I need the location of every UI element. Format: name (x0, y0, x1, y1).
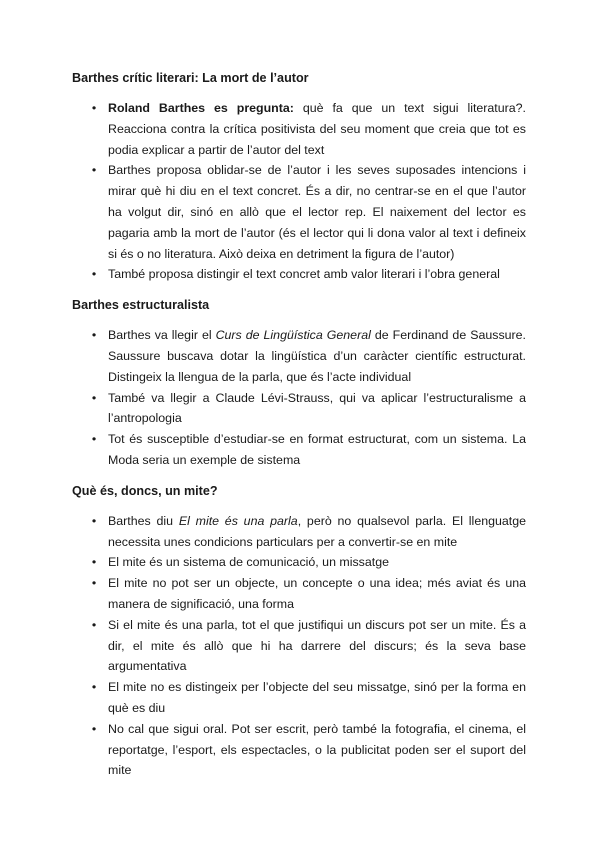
quote-italic: El mite és una parla (178, 513, 298, 528)
section-heading-what-is-myth: Què és, doncs, un mite? (72, 483, 218, 498)
list-item (72, 429, 526, 471)
bullet-icon: • (91, 267, 97, 282)
list-item (72, 573, 526, 615)
list-item (72, 98, 526, 160)
bullet-icon: • (91, 432, 97, 447)
list-item-text-pre: Barthes diu (108, 513, 179, 528)
list-item-text-pre: Barthes va llegir el (108, 328, 216, 343)
bullet-icon: • (91, 617, 97, 632)
list-item (72, 325, 526, 387)
list-item (72, 552, 526, 573)
section-heading-death-of-author: Barthes crític literari: La mort de l’autor (72, 71, 309, 85)
bullet-icon: • (91, 163, 97, 178)
bullet-icon: • (91, 680, 97, 695)
list-item (72, 511, 526, 553)
list-item-text: Si el mite és una parla, tot el que justifiqui un discurs pot ser un mite. És a dir, el mite és allò que hi ha darrere del discurs; és la seva base argumentativa (108, 617, 526, 674)
list-item (72, 160, 526, 264)
list-item-text: Barthes proposa oblidar-se de l’autor i les seves suposades intencions i mirar què hi diu en el text concret. És a dir, no centrar-se en el que l’autor ha volgut dir, sinó en allò que el lector rep. El naixement del lector es pagaria amb la mort de l’autor (és el lector qui li dona valor al text i defineix si és o no literatura. Això deixa en detriment la figura de l’autor) (108, 163, 526, 261)
bullet-icon: • (91, 328, 97, 343)
list-item-text-post: , però no qualsevol parla. El llenguatge necessita unes condicions particulars per a convertir-se en mite (108, 513, 526, 549)
bullet-list-section-1 (72, 98, 526, 285)
list-item (72, 615, 526, 677)
list-item-text-post: de Ferdinand de Saussure. Saussure buscava dotar la lingüística d’un caràcter científic estructurat. Distingeix la llengua de la parla, que és l’acte individual (108, 328, 526, 384)
bullet-icon: • (91, 101, 97, 115)
bullet-icon: • (91, 513, 97, 528)
section-heading-structuralist: Barthes estructuralista (72, 298, 210, 313)
list-item-text: El mite no es distingeix per l’objecte del seu missatge, sinó per la forma en què es diu (108, 680, 526, 715)
list-item (72, 264, 526, 285)
bullet-icon: • (91, 721, 97, 736)
list-item (72, 677, 526, 719)
list-item-text: No cal que sigui oral. Pot ser escrit, però també la fotografia, el cinema, el reportatge, l’esport, els espectacles, o la publicitat poden ser el suport del mite (108, 721, 526, 778)
list-item (72, 388, 526, 430)
bold-lead: Roland Barthes es pregunta: (108, 101, 294, 115)
document-body (72, 68, 526, 791)
list-item-text: El mite no pot ser un objecte, un concepte o una idea; més aviat és una manera de significació, una forma (108, 576, 526, 611)
bullet-icon: • (91, 555, 97, 570)
bullet-icon: • (91, 390, 97, 405)
list-item-text: El mite és un sistema de comunicació, un missatge (108, 555, 389, 570)
book-title-italic: Curs de Lingüística General (215, 328, 371, 343)
list-item-text: Tot és susceptible d’estudiar-se en format estructurat, com un sistema. La Moda seria un exemple de sistema (108, 432, 526, 467)
list-item-text: També va llegir a Claude Lévi-Strauss, qui va aplicar l’estructuralisme a l’antropologia (108, 390, 526, 426)
list-item-text: També proposa distingir el text concret amb valor literari i l’obra general (108, 267, 500, 282)
bullet-list-section-2 (72, 325, 526, 471)
list-item (72, 719, 526, 781)
bullet-icon: • (91, 576, 97, 591)
list-item-text: què fa que un text sigui literatura?. Reacciona contra la crítica positivista del seu moment que creia que tot es podia explicar a partir de l’autor del text (108, 101, 526, 157)
bullet-list-section-3 (72, 511, 526, 781)
